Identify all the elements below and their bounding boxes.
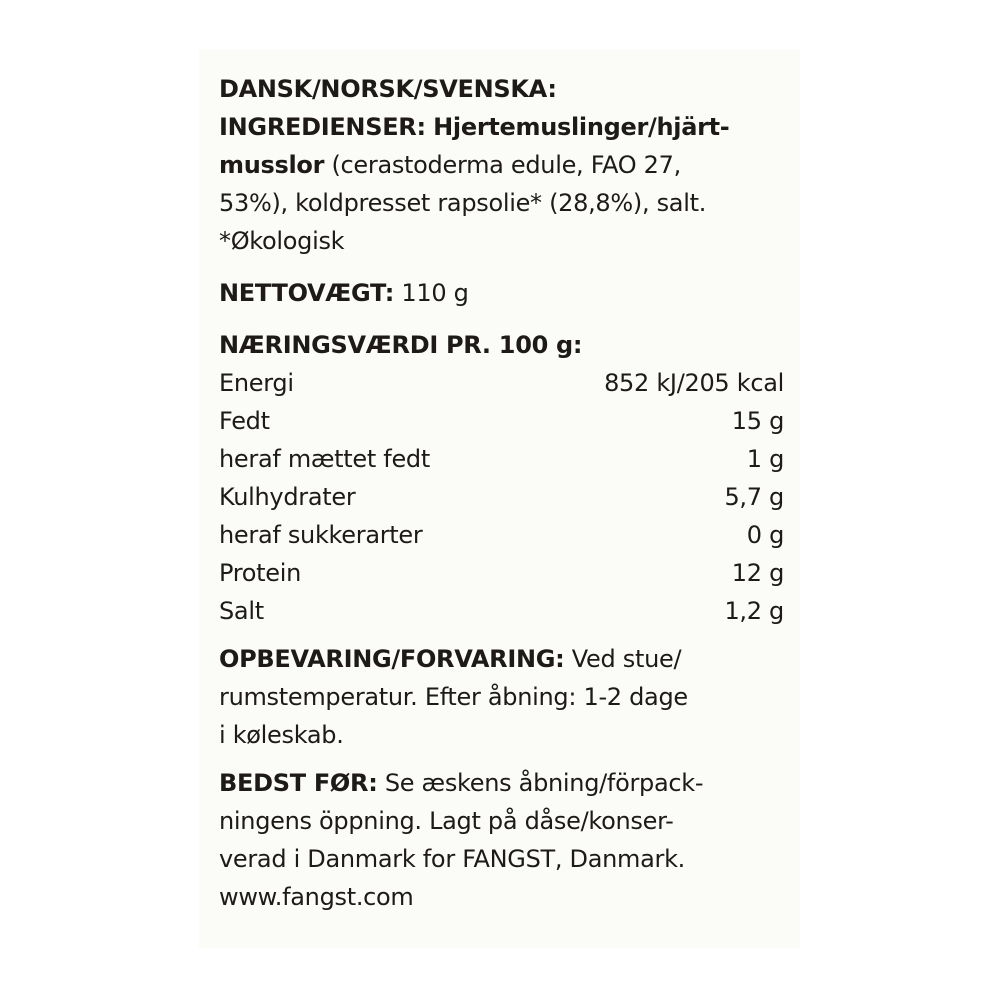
nutrition-row: [219, 364, 784, 402]
best-before-text: Se æskens åbning/förpack-: [377, 769, 704, 797]
ingredients-line-1: [219, 108, 784, 146]
organic-note: *Økologisk: [219, 227, 345, 255]
nutrient-value: 1 g: [746, 445, 784, 473]
ingredients-line-3: 53%), koldpresset rapsolie* (28,8%), salt.: [219, 189, 707, 217]
nutrition-table: [219, 364, 784, 630]
best-before-line-3: verad i Danmark for FANGST, Danmark.: [219, 845, 686, 873]
nutrient-name: Kulhydrater: [219, 483, 356, 511]
nutrition-row: [219, 554, 784, 592]
nutrient-name: heraf sukkerarter: [219, 521, 423, 549]
net-weight: [219, 274, 784, 312]
nutrient-value: 5,7 g: [724, 483, 784, 511]
nutrition-heading: NÆRINGSVÆRDI PR. 100 g:: [219, 331, 583, 359]
nutrition-row: [219, 516, 784, 554]
ingredients-latin: (cerastoderma edule, FAO 27,: [324, 151, 681, 179]
storage-line-1: [219, 640, 784, 678]
nutrient-value: 1,2 g: [724, 597, 784, 625]
ingredients-main: Hjertemuslinger/hjärt-: [433, 113, 730, 141]
best-before-line-2: ningens öppning. Lagt på dåse/konser-: [219, 807, 674, 835]
languages-heading: DANSK/NORSK/SVENSKA:: [219, 75, 557, 103]
storage-line-2: rumstemperatur. Efter åbning: 1-2 dage: [219, 683, 688, 711]
nutrient-name: Protein: [219, 559, 302, 587]
nutrient-name: Energi: [219, 369, 294, 397]
nutrient-name: Salt: [219, 597, 264, 625]
ingredients-main-cont: musslor: [219, 151, 325, 179]
nutrient-value: 852 kJ/205 kcal: [604, 369, 784, 397]
net-weight-value: 110 g: [394, 279, 469, 307]
nutrient-name: Fedt: [219, 407, 270, 435]
ingredients-line-2: [219, 146, 784, 184]
net-weight-label: NETTOVÆGT:: [219, 279, 395, 307]
storage-text: Ved stue/: [564, 645, 682, 673]
nutrition-row: [219, 592, 784, 630]
nutrition-row: [219, 440, 784, 478]
label-content: [219, 70, 784, 916]
nutrition-row: [219, 402, 784, 440]
nutrient-value: 0 g: [746, 521, 784, 549]
nutrient-value: 15 g: [731, 407, 784, 435]
website-link: www.fangst.com: [219, 883, 414, 911]
best-before-label: BEDST FØR:: [219, 769, 378, 797]
product-label: [199, 50, 800, 948]
ingredients-heading: INGREDIENSER:: [219, 113, 426, 141]
nutrition-row: [219, 478, 784, 516]
best-before-line-1: [219, 764, 784, 802]
nutrient-value: 12 g: [731, 559, 784, 587]
storage-label: OPBEVARING/FORVARING:: [219, 645, 565, 673]
storage-line-3: i køleskab.: [219, 721, 344, 749]
nutrient-name: heraf mættet fedt: [219, 445, 430, 473]
